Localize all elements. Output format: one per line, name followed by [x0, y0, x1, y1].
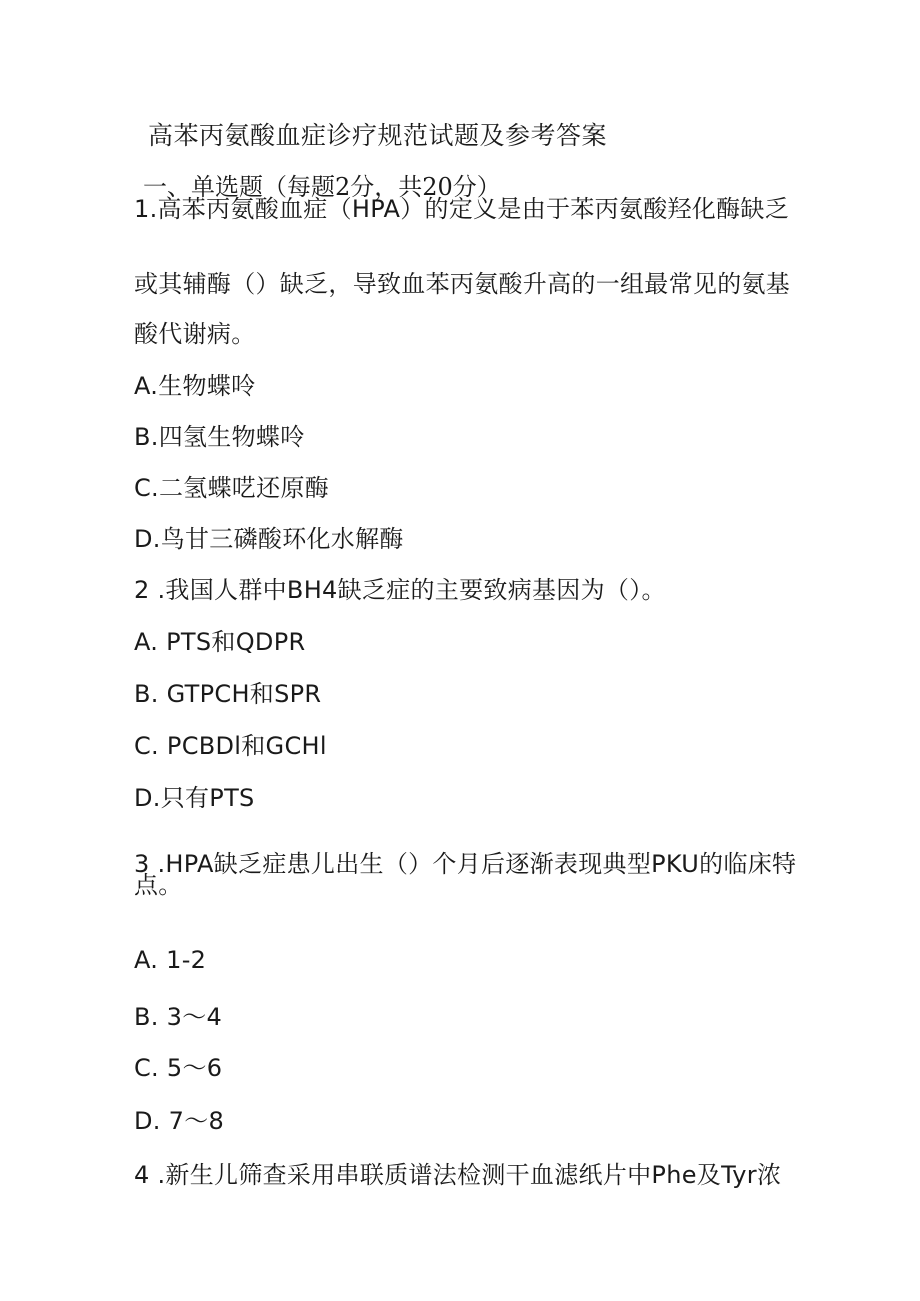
question-1-line-3: 酸代谢病。 — [134, 320, 256, 348]
question-1-option-b: B.四氢生物蝶呤 — [134, 423, 305, 451]
question-3-option-d: D. 7〜8 — [134, 1107, 225, 1135]
question-2-option-b: B. GTPCH和SPR — [134, 680, 322, 708]
document-title: 高苯丙氨酸血症诊疗规范试题及参考答案 — [148, 121, 608, 150]
question-1-option-a: A.生物蝶呤 — [134, 372, 256, 400]
question-2-option-a: A. PTS和QDPR — [134, 628, 306, 656]
question-1-line-1: 1.高苯丙氨酸血症（HPA）的定义是由于苯丙氨酸羟化酶缺乏 — [134, 195, 789, 223]
question-3-line-2: 点。 — [134, 871, 183, 899]
question-3-option-a: A. 1-2 — [134, 946, 207, 974]
question-1-option-c: C.二氢蝶呓还原酶 — [134, 474, 330, 502]
question-1-option-d: D.鸟甘三磷酸环化水解酶 — [134, 525, 404, 553]
question-2-line-1: 2 .我国人群中BH4缺乏症的主要致病基因为（）。 — [134, 576, 666, 604]
question-2-option-c: C. PCBDl和GCHl — [134, 732, 327, 760]
question-2-option-d: D.只有PTS — [134, 784, 255, 812]
question-3-line-1: 3 .HPA缺乏症患儿出生（）个月后逐渐表现典型PKU的临床特 — [134, 850, 797, 878]
question-3-option-c: C. 5〜6 — [134, 1054, 223, 1082]
question-4-line-1: 4 .新生儿筛查采用串联质谱法检测干血滤纸片中Phe及Tyr浓 — [134, 1161, 782, 1189]
question-3-option-b: B. 3〜4 — [134, 1003, 223, 1031]
section-heading: 一、单选题（每题2分，共20分） — [143, 173, 501, 201]
question-1-line-2: 或其辅酶（）缺乏，导致血苯丙氨酸升高的一组最常见的氨基 — [134, 270, 791, 298]
